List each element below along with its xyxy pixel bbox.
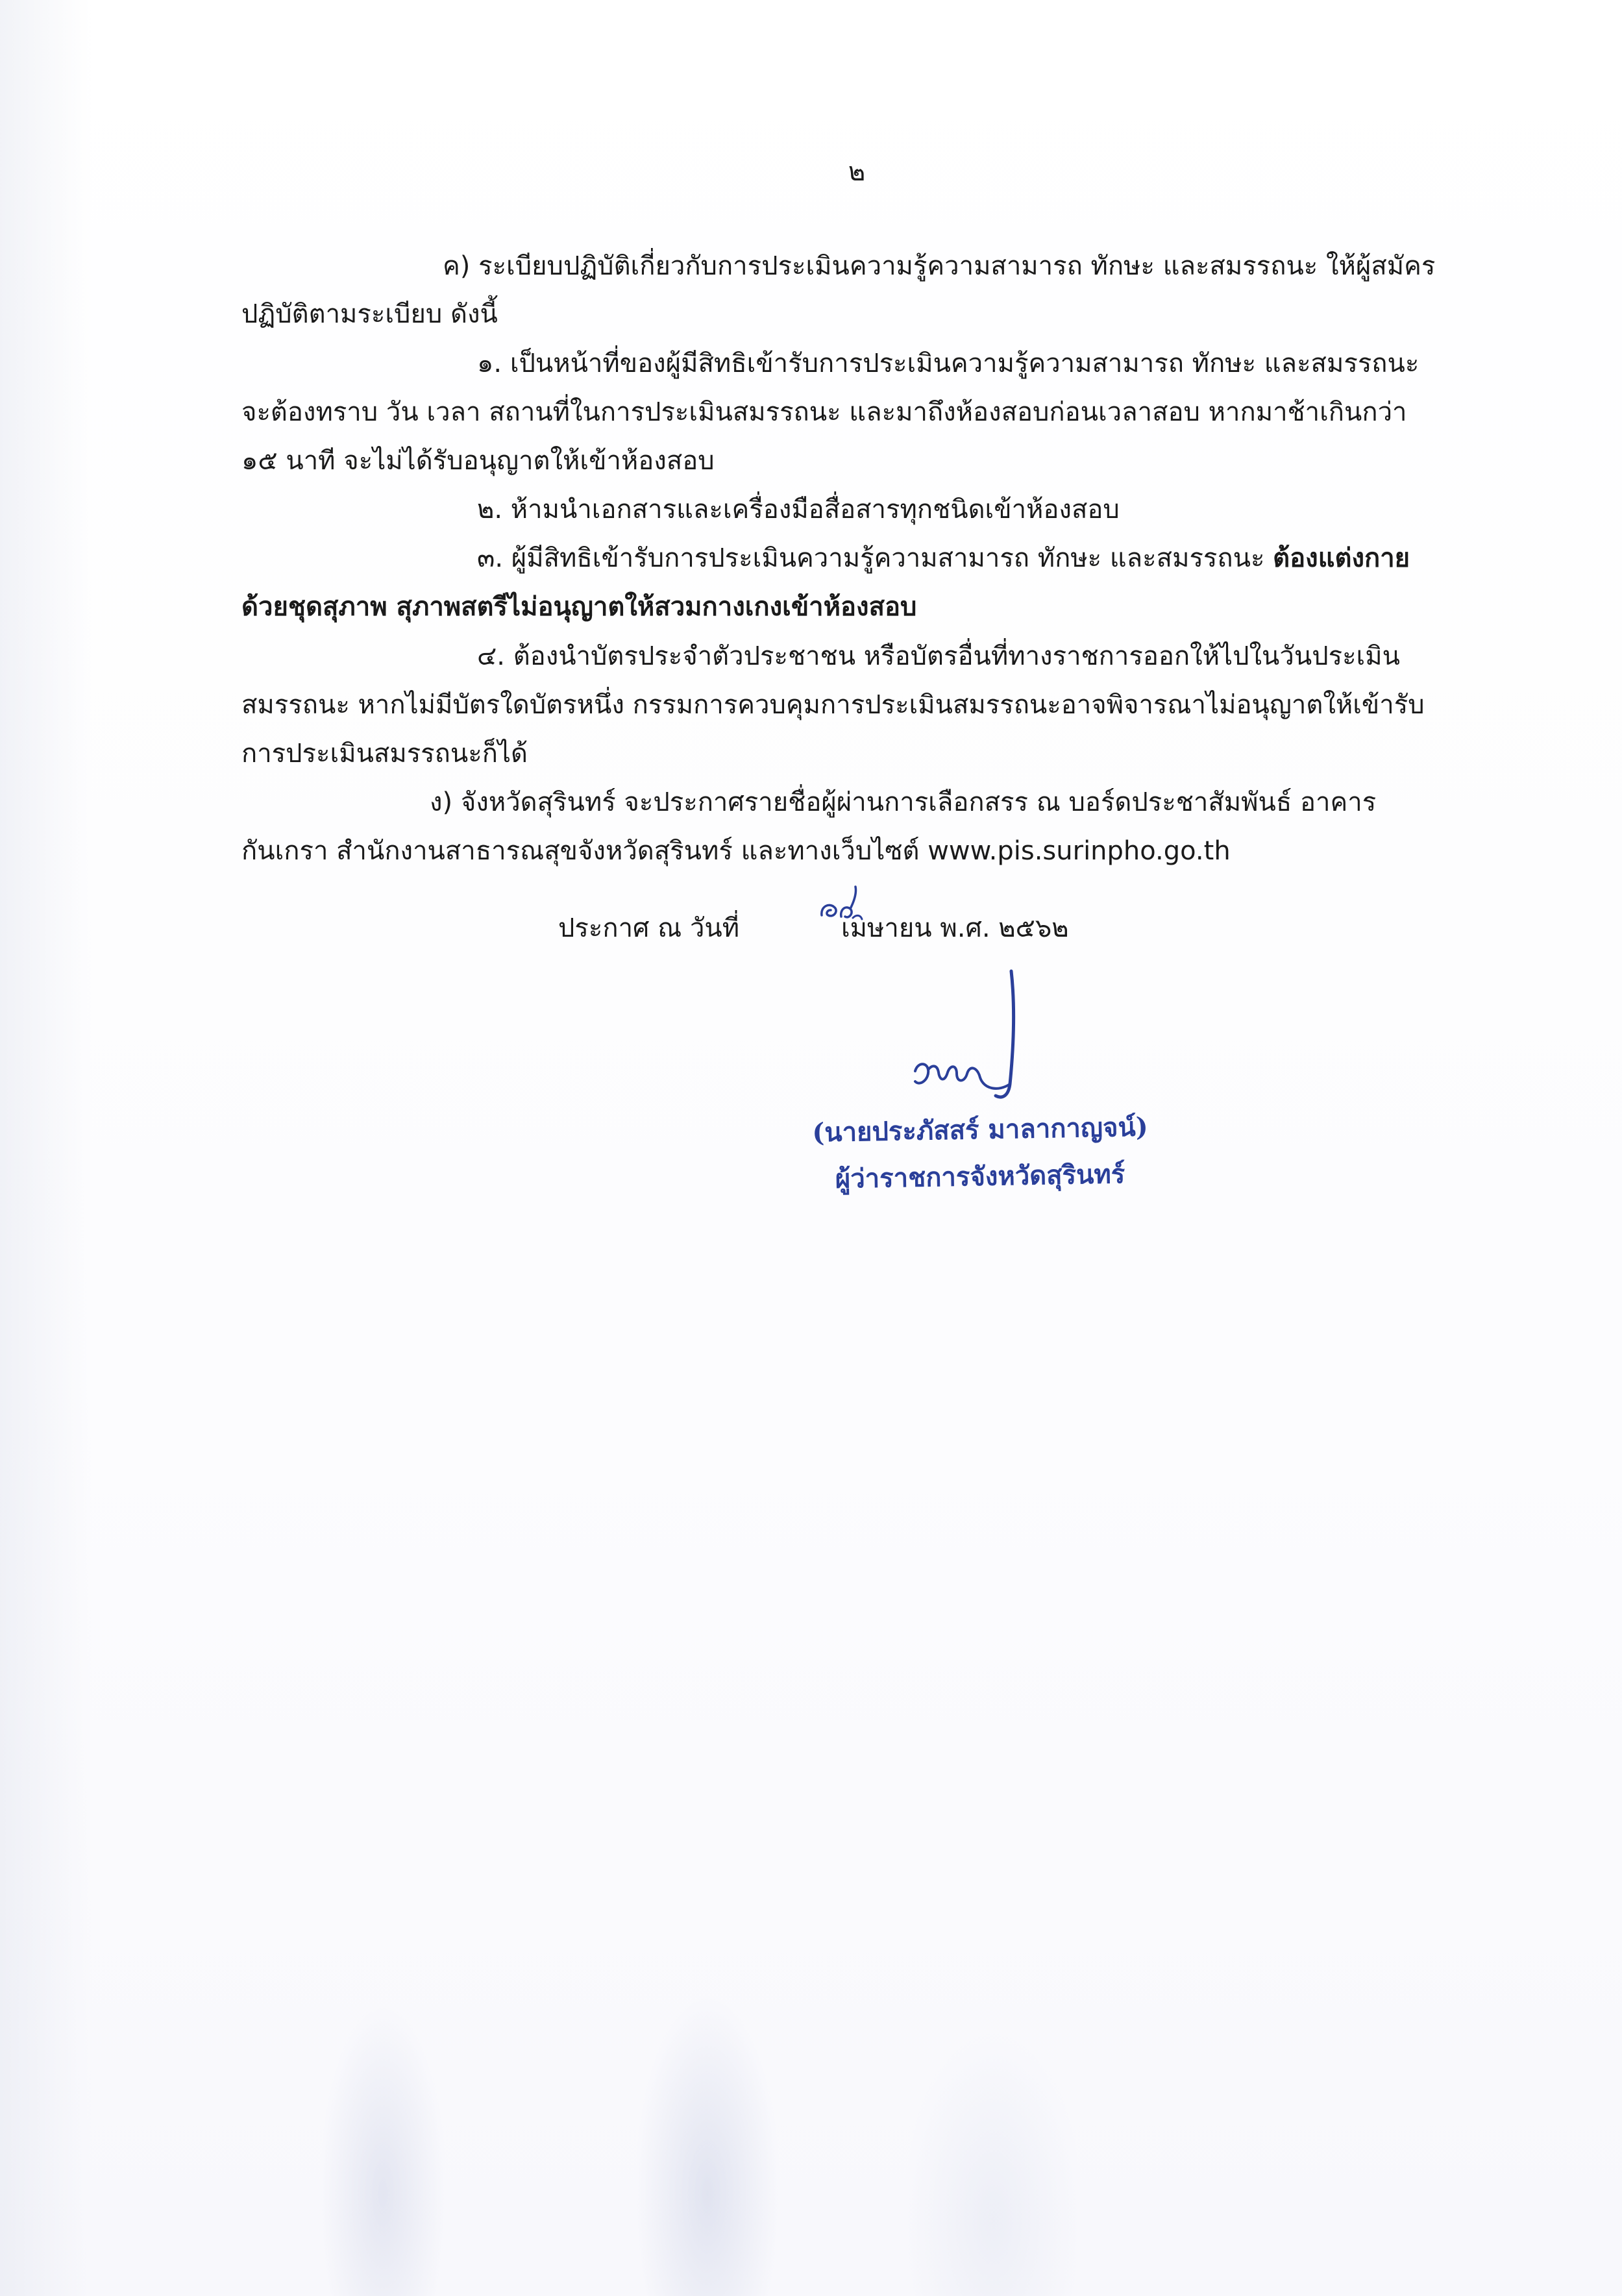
item-3-line-2-bold: ด้วยชุดสุภาพ สุภาพสตรีไม่อนุญาตให้สวมกางเกงเข้าห้องสอบ: [241, 592, 917, 622]
page-number: ๒: [848, 157, 866, 187]
item-2-line-1: ๒. ห้ามนำเอกสารและเครื่องมือสื่อสารทุกชนิดเข้าห้องสอบ: [477, 495, 1120, 525]
item-4-line-3: การประเมินสมรรถนะก็ได้: [241, 739, 528, 769]
item-3-line-1-bold: ต้องแต่งกาย: [1273, 543, 1410, 573]
item-3-line-1-text: ๓. ผู้มีสิทธิเข้ารับการประเมินความรู้ความสามารถ ทักษะ และสมรรถนะ: [477, 543, 1273, 573]
scan-edge-shadow: [0, 0, 91, 2296]
section-c-heading-continued: ปฏิบัติตามระเบียบ ดังนี้: [241, 299, 498, 329]
section-d-line-2: กันเกรา สำนักงานสาธารณสุขจังหวัดสุรินทร์ และทางเว็บไซต์ www.pis.surinpho.go.th: [241, 836, 1231, 866]
section-d-line-1: ง) จังหวัดสุรินทร์ จะประกาศรายชื่อผู้ผ่านการเลือกสรร ณ บอร์ดประชาสัมพันธ์ อาคาร: [430, 787, 1377, 817]
section-c-heading: ค) ระเบียบปฏิบัติเกี่ยวกับการประเมินความรู้ความสามารถ ทักษะ และสมรรถนะ ให้ผู้สมัคร: [443, 251, 1436, 281]
signatory-name: (นายประภัสสร์ มาลากาญจน์): [811, 1111, 1149, 1148]
scan-bottom-shadow: [214, 1947, 1318, 2296]
item-4-line-1: ๔. ต้องนำบัตรประจำตัวประชาชน หรือบัตรอื่นที่ทางราชการออกให้ไปในวันประเมิน: [477, 641, 1400, 671]
item-3-line-1: [477, 540, 1410, 576]
item-1-line-3: ๑๕ นาที จะไม่ได้รับอนุญาตให้เข้าห้องสอบ: [241, 446, 715, 476]
signature-scribble: [889, 967, 1051, 1104]
item-1-line-1: ๑. เป็นหน้าที่ของผู้มีสิทธิเข้ารับการประเมินความรู้ความสามารถ ทักษะ และสมรรถนะ: [477, 349, 1419, 378]
item-1-line-2: จะต้องทราบ วัน เวลา สถานที่ในการประเมินสมรรถนะ และมาถึงห้องสอบก่อนเวลาสอบ หากมาช้าเกินกว่า: [241, 397, 1407, 427]
item-4-line-2: สมรรถนะ หากไม่มีบัตรใดบัตรหนึ่ง กรรมการควบคุมการประเมินสมรรถนะอาจพิจารณาไม่อนุญาตให้เข้ารับ: [241, 690, 1425, 720]
signatory-title: ผู้ว่าราชการจังหวัดสุรินทร์: [835, 1159, 1125, 1194]
announcement-prefix: ประกาศ ณ วันที่: [558, 913, 740, 943]
announcement-suffix: เมษายน พ.ศ. ๒๕๖๒: [841, 913, 1069, 943]
signature-block: [746, 967, 1201, 1246]
